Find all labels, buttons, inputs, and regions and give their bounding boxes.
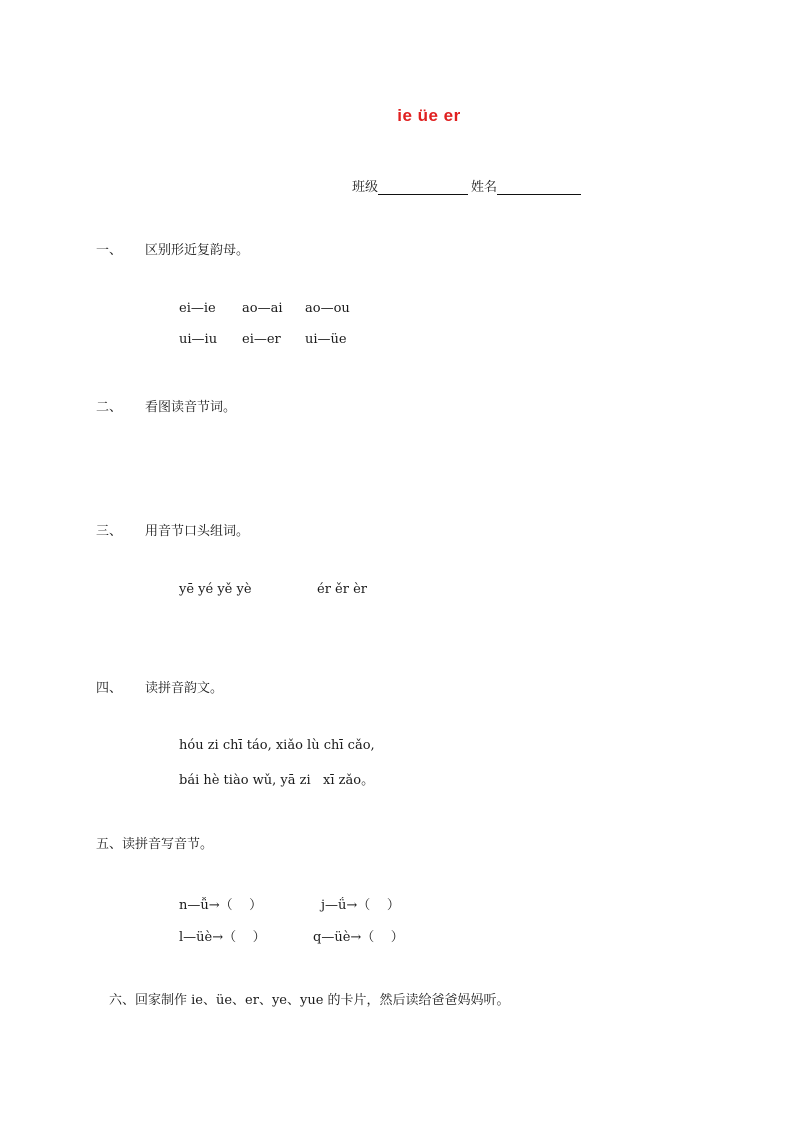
pinyin-pair: ui—üe xyxy=(305,332,347,347)
section-2-heading: 看图读音节词。 xyxy=(145,400,237,415)
name-blank[interactable] xyxy=(497,180,581,195)
section-5-row-2 xyxy=(179,926,404,945)
syllable-exercise: l—üè→（ ） xyxy=(179,930,266,945)
section-4-heading: 读拼音韵文。 xyxy=(145,681,224,696)
section-1-number: 一、 xyxy=(96,243,123,258)
class-label: 班级 xyxy=(352,180,379,195)
section-1-row-2 xyxy=(179,332,347,347)
pinyin-pair: ei—er xyxy=(242,332,281,347)
pinyin-pair: ui—iu xyxy=(179,332,218,347)
section-3-row-1 xyxy=(179,582,367,597)
pinyin-pair: ao—ai xyxy=(242,301,283,316)
section-1-row-1 xyxy=(179,301,350,316)
class-blank[interactable] xyxy=(378,180,468,195)
syllable-group: ér ěr èr xyxy=(317,582,367,597)
section-3-number: 三、 xyxy=(96,524,123,539)
page-title: ie üe er xyxy=(397,106,461,125)
pinyin-pair: ei—ie xyxy=(179,301,216,316)
syllable-exercise: n—ǚ→（ ） xyxy=(179,898,263,913)
syllable-group: yē yé yě yè xyxy=(179,582,252,597)
section-6-heading: 六、回家制作 ie、üe、er、ye、yue 的卡片，然后读给爸爸妈妈听。 xyxy=(109,993,510,1008)
class-field xyxy=(352,176,468,195)
section-4-number: 四、 xyxy=(96,681,123,696)
section-5-heading: 五、读拼音写音节。 xyxy=(96,837,214,852)
rhyme-line: bái hè tiào wǔ, yā zi xī zǎo。 xyxy=(179,773,375,788)
syllable-exercise: q—üè→（ ） xyxy=(313,930,404,945)
section-4-row-1 xyxy=(179,738,375,753)
section-5-row-1 xyxy=(179,894,400,913)
pinyin-pair: ao—ou xyxy=(305,301,350,316)
name-field xyxy=(471,176,581,195)
rhyme-line: hóu zi chī táo, xiǎo lù chī cǎo, xyxy=(179,738,375,753)
section-1-heading: 区别形近复韵母。 xyxy=(145,243,250,258)
section-4-row-2 xyxy=(179,769,374,788)
syllable-exercise: j—ǘ→（ ） xyxy=(321,898,400,913)
section-3-heading: 用音节口头组词。 xyxy=(145,524,250,539)
name-label: 姓名 xyxy=(471,180,498,195)
section-2-number: 二、 xyxy=(96,400,123,415)
